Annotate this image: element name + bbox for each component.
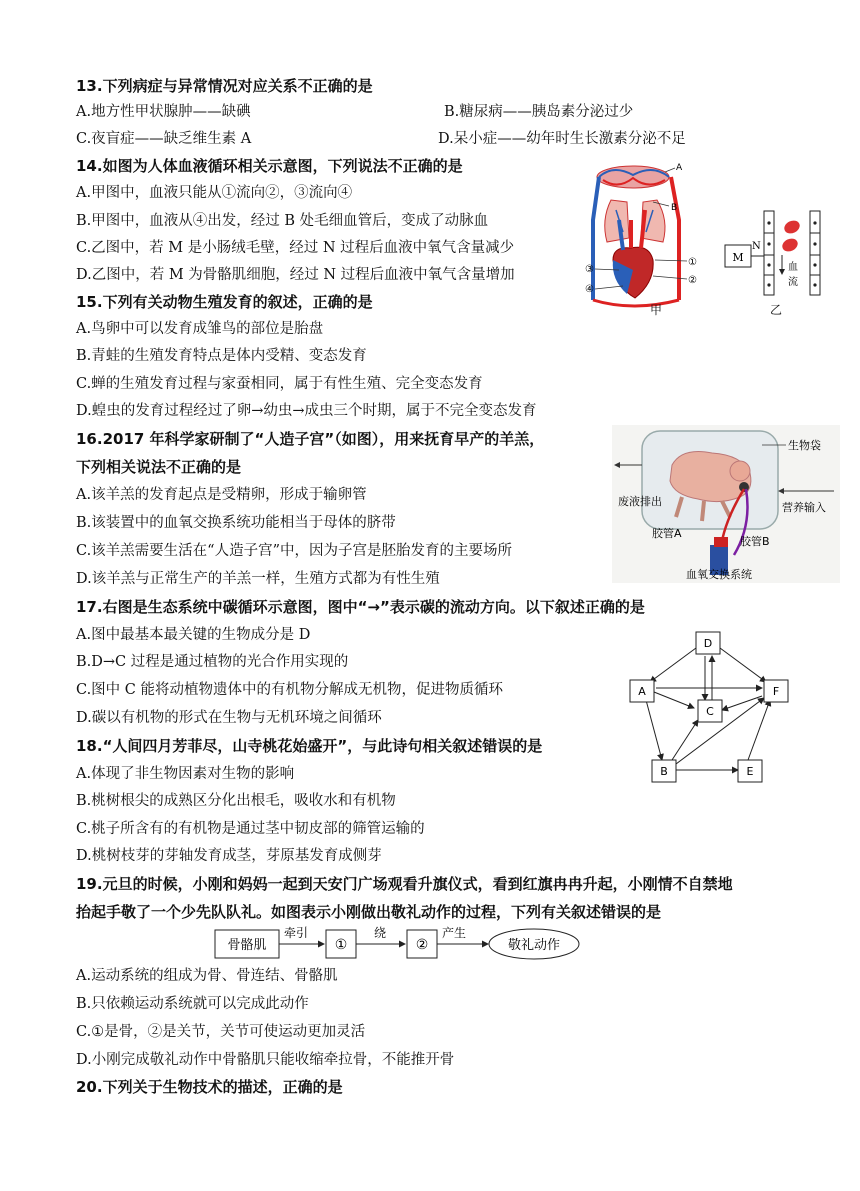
q16-option-b: B.该装置中的血氧交换系统功能相当于母体的脐带 — [76, 515, 396, 531]
jia-label-b: B — [671, 203, 678, 213]
jia-label-1: ① — [688, 257, 697, 268]
q17-option-b: B.D→C 过程是通过植物的光合作用实现的 — [76, 654, 349, 670]
q13-option-b: B.糖尿病——胰岛素分泌过少 — [444, 104, 634, 120]
womb-label-tube-a: 胶管A — [652, 527, 682, 540]
q19-stem-line2: 抬起手敬了一个少先队队礼。如图表示小刚做出敬礼动作的过程，下列有关叙述错误的是 — [76, 903, 662, 921]
womb-label-system: 血氧交换系统 — [686, 568, 752, 581]
yi-label-n: N — [752, 241, 761, 252]
q16-option-d: D.该羊羔与正常生产的羊羔一样，生殖方式都为有性生殖 — [76, 571, 440, 587]
q14-option-c: C.乙图中，若 M 是小肠绒毛壁，经过 N 过程后血液中氧气含量减少 — [76, 240, 515, 256]
q17-stem: 17.右图是生态系统中碳循环示意图，图中“→”表示碳的流动方向。以下叙述正确的是 — [76, 598, 645, 616]
q17-option-d: D.碳以有机物的形式在生物与无机环境之间循环 — [76, 710, 382, 726]
q17-option-a: A.图中最基本最关键的生物成分是 D — [76, 627, 311, 643]
q18-stem: 18.“人间四月芳菲尽，山寺桃花始盛开”，与此诗句相关叙述错误的是 — [76, 737, 543, 755]
q18-option-c: C.桃子所含有的有机物是通过茎中韧皮部的筛管运输的 — [76, 821, 425, 837]
q16-option-a: A.该羊羔的发育起点是受精卵，形成于输卵管 — [76, 487, 367, 503]
womb-label-waste: 废液排出 — [618, 495, 662, 508]
carbon-cycle-diagram — [622, 630, 800, 788]
q16-option-c: C.该羊羔需要生活在“人造子宫”中，因为子宫是胚胎发育的主要场所 — [76, 543, 513, 559]
circulation-diagram-jia — [583, 160, 713, 315]
q13-option-a: A.地方性甲状腺肿——缺碘 — [76, 104, 251, 120]
q19-option-c: C.①是骨，②是关节，关节可使运动更加灵活 — [76, 1024, 366, 1040]
q15-option-a: A.鸟卵中可以发育成雏鸟的部位是胎盘 — [76, 321, 324, 337]
womb-label-nutrient: 营养输入 — [782, 501, 826, 514]
q18-option-a: A.体现了非生物因素对生物的影响 — [76, 766, 295, 782]
capillary-diagram-yi — [722, 205, 830, 297]
flow-node-2: ② — [415, 937, 429, 953]
q15-option-b: B.青蛙的生殖发育特点是体内受精、变态发育 — [76, 348, 367, 364]
node-d: D — [703, 637, 713, 650]
q15-option-d: D.蝗虫的发育过程经过了卵→幼虫→成虫三个时期，属于不完全变态发育 — [76, 403, 537, 419]
jia-label-2: ② — [688, 275, 697, 286]
q13-option-d: D.呆小症——幼年时生长激素分泌不足 — [438, 131, 686, 147]
yi-flow-2: 流 — [788, 277, 798, 288]
yi-flow-1: 血 — [788, 262, 798, 273]
yi-label-m: M — [732, 251, 744, 264]
caption-jia: 甲 — [650, 303, 663, 317]
node-a: A — [638, 685, 646, 698]
q14-option-d: D.乙图中，若 M 为骨骼肌细胞，经过 N 过程后血液中氧气含量增加 — [76, 267, 515, 283]
womb-label-bag: 生物袋 — [788, 439, 821, 452]
jia-label-3: ③ — [585, 264, 594, 275]
q17-option-c: C.图中 C 能将动植物遗体中的有机物分解成无机物，促进物质循环 — [76, 682, 503, 698]
salute-flow-diagram — [212, 922, 592, 962]
q16-stem-line2: 下列相关说法不正确的是 — [76, 458, 242, 476]
node-e: E — [746, 765, 754, 778]
q19-stem-line1: 19.元旦的时候，小刚和妈妈一起到天安门广场观看升旗仪式，看到红旗冉冉升起，小刚情不自禁地 — [76, 875, 733, 893]
flow-action: 敬礼动作 — [507, 938, 561, 953]
node-f: F — [772, 685, 780, 698]
q18-option-d: D.桃树枝芽的芽轴发育成茎，芽原基发育成侧芽 — [76, 848, 382, 864]
q14-option-a: A.甲图中，血液只能从①流向②，③流向④ — [76, 185, 353, 201]
q18-option-b: B.桃树根尖的成熟区分化出根毛，吸收水和有机物 — [76, 793, 396, 809]
caption-yi: 乙 — [770, 303, 783, 317]
q14-stem: 14.如图为人体血液循环相关示意图，下列说法不正确的是 — [76, 157, 463, 175]
flow-pull: 牵引 — [284, 926, 309, 940]
q15-option-c: C.蝉的生殖发育过程与家蚕相同，属于有性生殖、完全变态发育 — [76, 376, 483, 392]
womb-label-tube-b: 胶管B — [740, 535, 770, 548]
artificial-womb-figure — [612, 425, 840, 583]
q16-stem-line1: 16.2017 年科学家研制了“人造子宫”（如图），用来抚育早产的羊羔， — [76, 430, 545, 448]
q20-stem: 20.下列关于生物技术的描述，正确的是 — [76, 1078, 343, 1096]
q19-option-d: D.小刚完成敬礼动作中骨骼肌只能收缩牵拉骨，不能推开骨 — [76, 1052, 455, 1068]
q13-stem: 13.下列病症与异常情况对应关系不正确的是 — [76, 77, 373, 95]
flow-muscle: 骨骼肌 — [227, 938, 267, 953]
flow-node-1: ① — [334, 937, 348, 953]
q15-stem: 15.下列有关动物生殖发育的叙述，正确的是 — [76, 293, 373, 311]
q19-option-a: A.运动系统的组成为骨、骨连结、骨骼肌 — [76, 968, 338, 984]
node-c: C — [706, 705, 714, 718]
q14-option-b: B.甲图中，血液从④出发，经过 B 处毛细血管后，变成了动脉血 — [76, 213, 489, 229]
jia-label-4: ④ — [585, 284, 594, 295]
flow-produce: 产生 — [442, 926, 467, 940]
q13-option-c: C.夜盲症——缺乏维生素 A — [76, 131, 252, 147]
q19-option-b: B.只依赖运动系统就可以完成此动作 — [76, 996, 309, 1012]
node-b: B — [660, 765, 668, 778]
jia-label-a: A — [676, 163, 683, 173]
flow-around: 绕 — [374, 926, 387, 940]
